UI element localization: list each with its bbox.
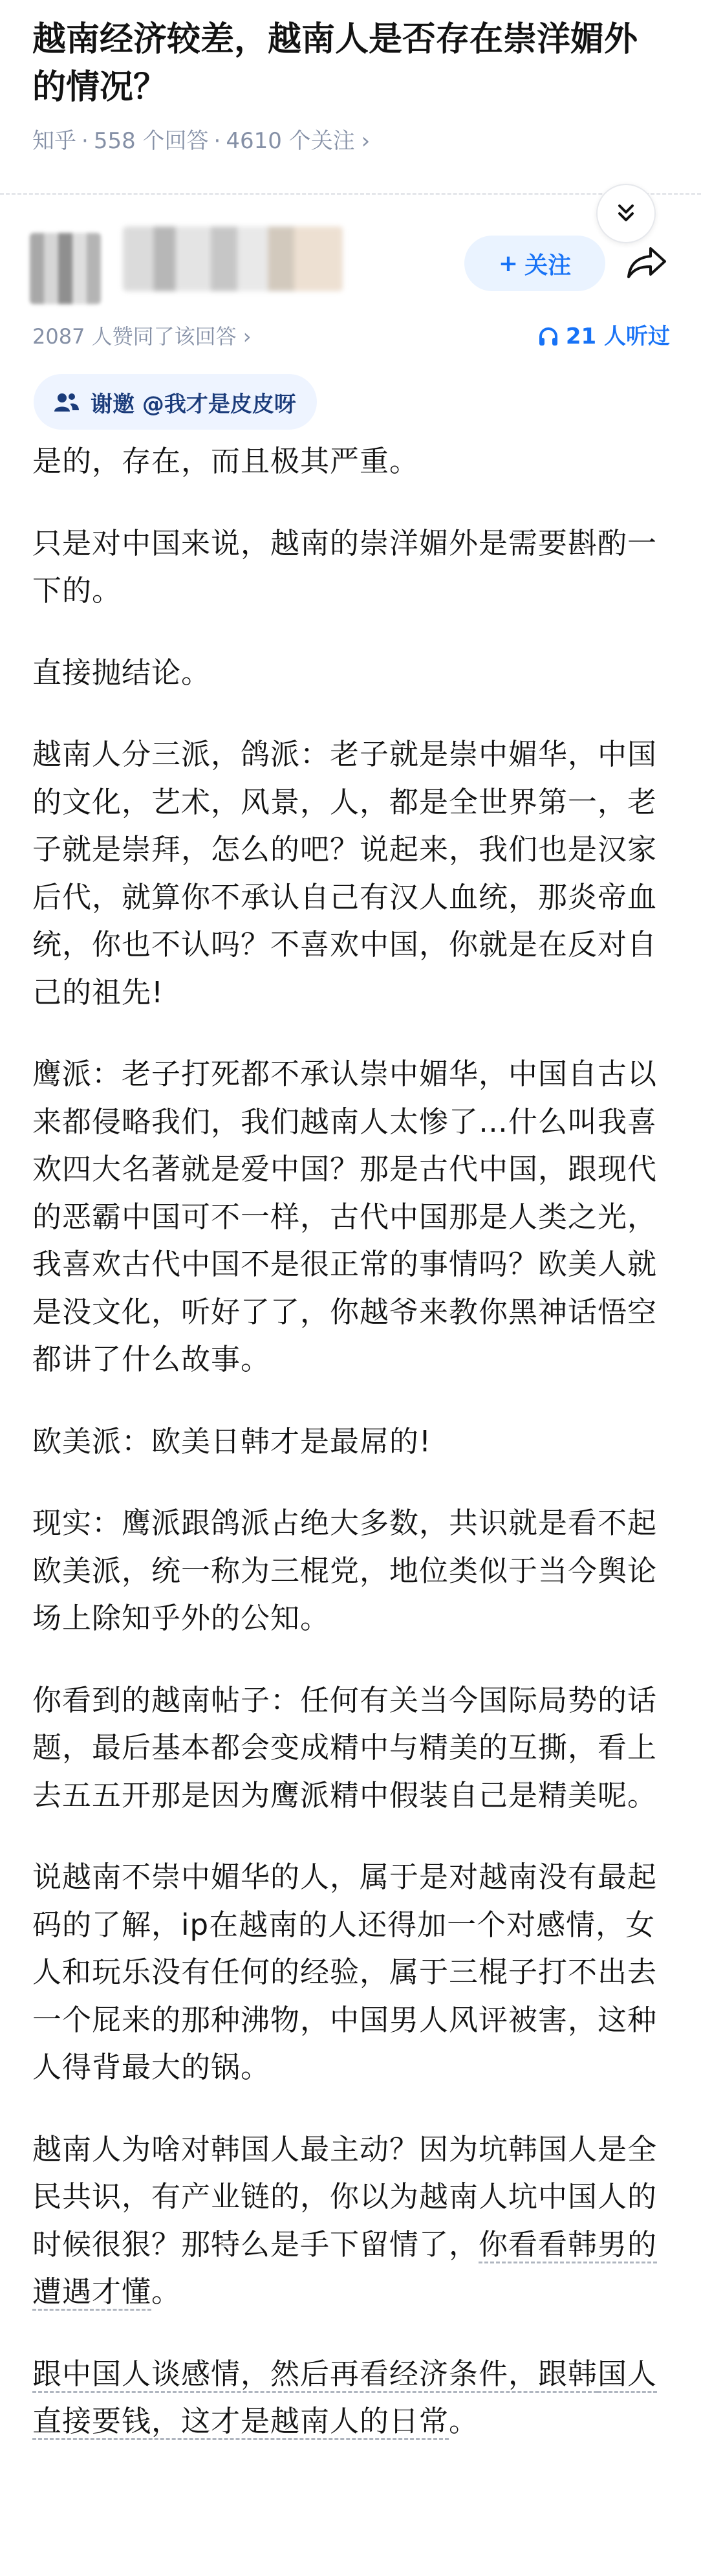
follower-count: 4610 个关注 [226,128,355,154]
chevron-right-icon: › [361,128,371,154]
double-chevron-down-icon [613,201,639,226]
approve-count[interactable] [32,322,252,351]
question-title[interactable]: 越南经济较差，越南人是否存在崇洋媚外的情况？ [32,20,638,107]
paragraph: 你看到的越南帖子：任何有关当今国际局势的话题，最后基本都会变成精中与精美的互撕，看上去五五开那是因为鹰派精中假装自己是精美呢。 [32,1682,658,1812]
invite-text: 谢邀 @我才是皮皮呀 [91,391,296,417]
answer-count: 558 个回答 [93,128,209,154]
paragraph-text: 越南人为啥对韩国人最主动？因为坑韩国人是全民共识，有产业链的，你以为越南人坑中国人的时候很狠？那特么是手下留情了， [32,2131,658,2262]
listen-text: 21 人听过 [565,324,670,349]
paragraph: 直接抛结论。 [32,655,211,690]
listen-count[interactable] [537,322,670,351]
paragraph: 鹰派：老子打死都不承认崇中媚华，中国自古以来都侵略我们，我们越南人太惨了…什么叫我喜欢四大名著就是爱中国？那是古代中国，跟现代的恶霸中国可不一样，古代中国那是人类之光，我喜欢古代中国不是很正常的事情吗？欧美人就是没文化，听好了了，你越爷来教你黑神话悟空都讲了什么故事。 [32,1057,658,1376]
highlighted-text[interactable]: 跟中国人谈感情，然后再看经济条件，跟韩 [32,2357,598,2393]
section-divider [0,193,701,195]
highlighted-text[interactable]: 你看看韩男的遭遇才懂 [32,2227,657,2311]
highlighted-text[interactable]: 国人直接要钱，这才是越南人的日常 [32,2357,657,2441]
plus-icon: + [498,250,519,277]
question-meta[interactable]: 知乎 · 558 个回答 · 4610 个关注 › [32,128,371,154]
people-icon [53,391,80,413]
paragraph: 说越南不崇中媚华的人，属于是对越南没有最起码的了解，ip在越南的人还得加一个对感情，女人和玩乐没有任何的经验，属于三棍子打不出去一个屁来的那种沸物，中国男人风评被害，这种人得背最大的锅。 [32,1860,658,2084]
avatar[interactable] [30,233,101,304]
paragraph: 欧美派：欧美日韩才是最屌的! [32,1424,432,1459]
follow-label: 关注 [524,252,572,279]
author-name-blurred[interactable] [123,226,343,291]
paragraph [32,2350,673,2445]
paragraph: 只是对中国来说，越南的崇洋媚外是需要斟酌一下的。 [32,525,658,608]
collapse-button[interactable] [596,184,656,243]
paragraph: 越南人分三派，鸽派：老子就是崇中媚华，中国的文化，艺术，风景，人，都是全世界第一，老子就是崇拜，怎么的吧？说起来，我们也是汉家后代，就算你不承认自己有汉人血统，那炎帝血统，你也不认吗？不喜欢中国，你就是在反对自己的祖先! [32,737,658,1009]
approve-text: 2087 人赞同了该回答 [32,324,237,349]
paragraph-text: 。 [151,2274,182,2309]
headphones-icon [537,325,559,347]
paragraph: 是的，存在，而且极其严重。 [32,444,420,478]
answer-content [32,437,673,2480]
paragraph-text: 。 [449,2404,479,2438]
source-label: 知乎 [32,128,76,154]
invite-tag[interactable] [34,374,317,430]
follow-button[interactable] [464,236,605,291]
paragraph [32,2126,673,2316]
share-arrow-icon[interactable] [625,243,670,282]
chevron-right-icon: › [243,324,252,349]
paragraph: 现实：鹰派跟鸽派占绝大多数，共识就是看不起欧美派，统一称为三棍党，地位类似于当今舆论场上除知乎外的公知。 [32,1506,658,1635]
